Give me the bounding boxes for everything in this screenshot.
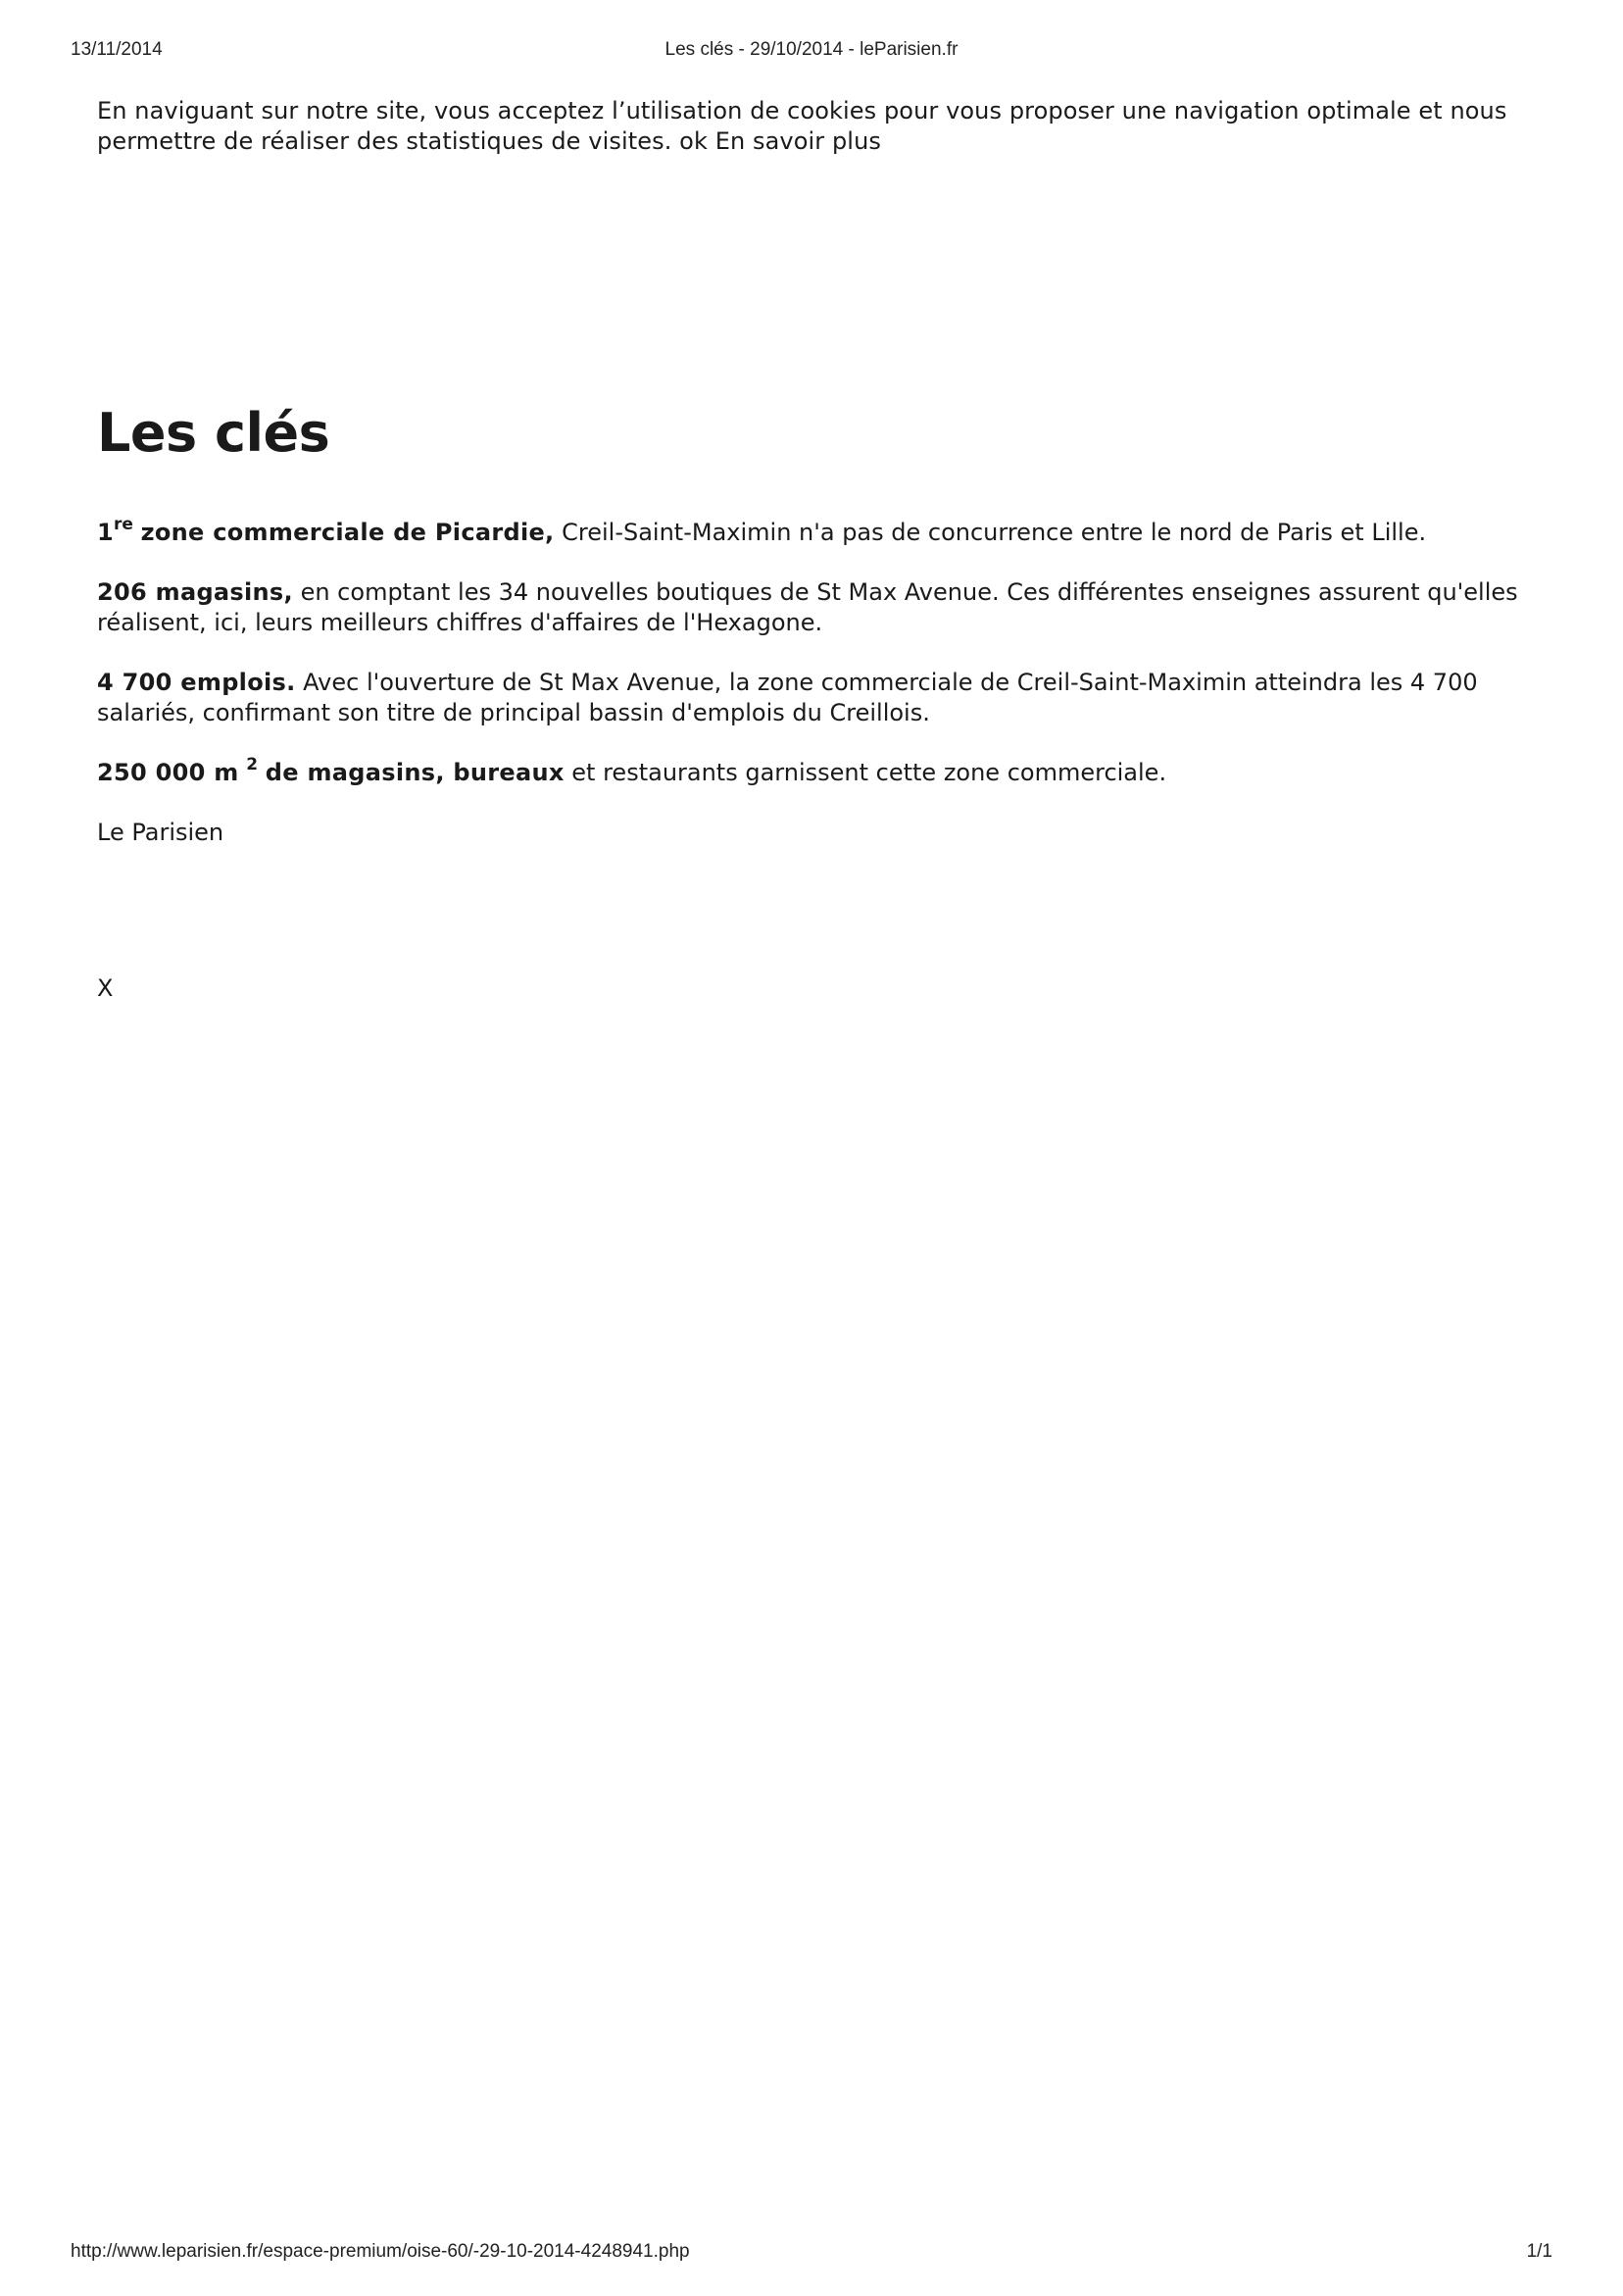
- key-fact-4-sup: 2: [246, 755, 259, 774]
- key-fact-4-text: et restaurants garnissent cette zone commerciale.: [571, 759, 1167, 786]
- key-fact-1: [97, 515, 1548, 548]
- article-title: Les clés: [97, 402, 330, 464]
- key-fact-2: [97, 577, 1548, 638]
- print-footer: [71, 2241, 1552, 2265]
- key-fact-1-text: Creil-Saint-Maximin n'a pas de concurrence entre le nord de Paris et Lille.: [562, 519, 1427, 546]
- cookie-banner: [97, 96, 1508, 157]
- article-body: [97, 515, 1548, 877]
- print-url: http://www.leparisien.fr/espace-premium/oise-60/-29-10-2014-4248941.php: [71, 2241, 690, 2262]
- print-page-count: 1/1: [1526, 2241, 1552, 2262]
- print-date: 13/11/2014: [71, 39, 163, 60]
- cookie-more-link[interactable]: En savoir plus: [714, 127, 881, 155]
- key-fact-4-num: 250 000 m: [97, 759, 239, 786]
- key-fact-4: [97, 755, 1548, 788]
- key-fact-1-num: 1: [97, 519, 114, 546]
- key-fact-1-sup: re: [114, 515, 133, 534]
- print-header: [71, 39, 1552, 63]
- key-fact-2-text: en comptant les 34 nouvelles boutiques de St Max Avenue. Ces différentes enseignes assurent qu'elles réalisent, ici, leurs meilleurs chiffres d'affaires de l'Hexagone.: [97, 578, 1518, 636]
- key-fact-3-text: Avec l'ouverture de St Max Avenue, la zone commerciale de Creil-Saint-Maximin atteindra les 4 700 salariés, confirmant son titre de principal bassin d'emplois du Creillois.: [97, 669, 1478, 726]
- close-button[interactable]: X: [97, 974, 114, 1002]
- cookie-ok-link[interactable]: ok: [679, 127, 708, 155]
- print-page-title: Les clés - 29/10/2014 - leParisien.fr: [664, 39, 959, 60]
- cookie-banner-text: En naviguant sur notre site, vous acceptez l’utilisation de cookies pour vous proposer une navigation optimale et nous permettre de réaliser des statistiques de visites.: [97, 97, 1507, 155]
- key-fact-3: [97, 668, 1548, 728]
- key-fact-3-lead: 4 700 emplois.: [97, 669, 296, 696]
- key-fact-1-lead: zone commerciale de Picardie,: [140, 519, 555, 546]
- key-fact-4-lead: de magasins, bureaux: [265, 759, 565, 786]
- key-fact-2-lead: 206 magasins,: [97, 578, 293, 606]
- article-source: Le Parisien: [97, 819, 224, 846]
